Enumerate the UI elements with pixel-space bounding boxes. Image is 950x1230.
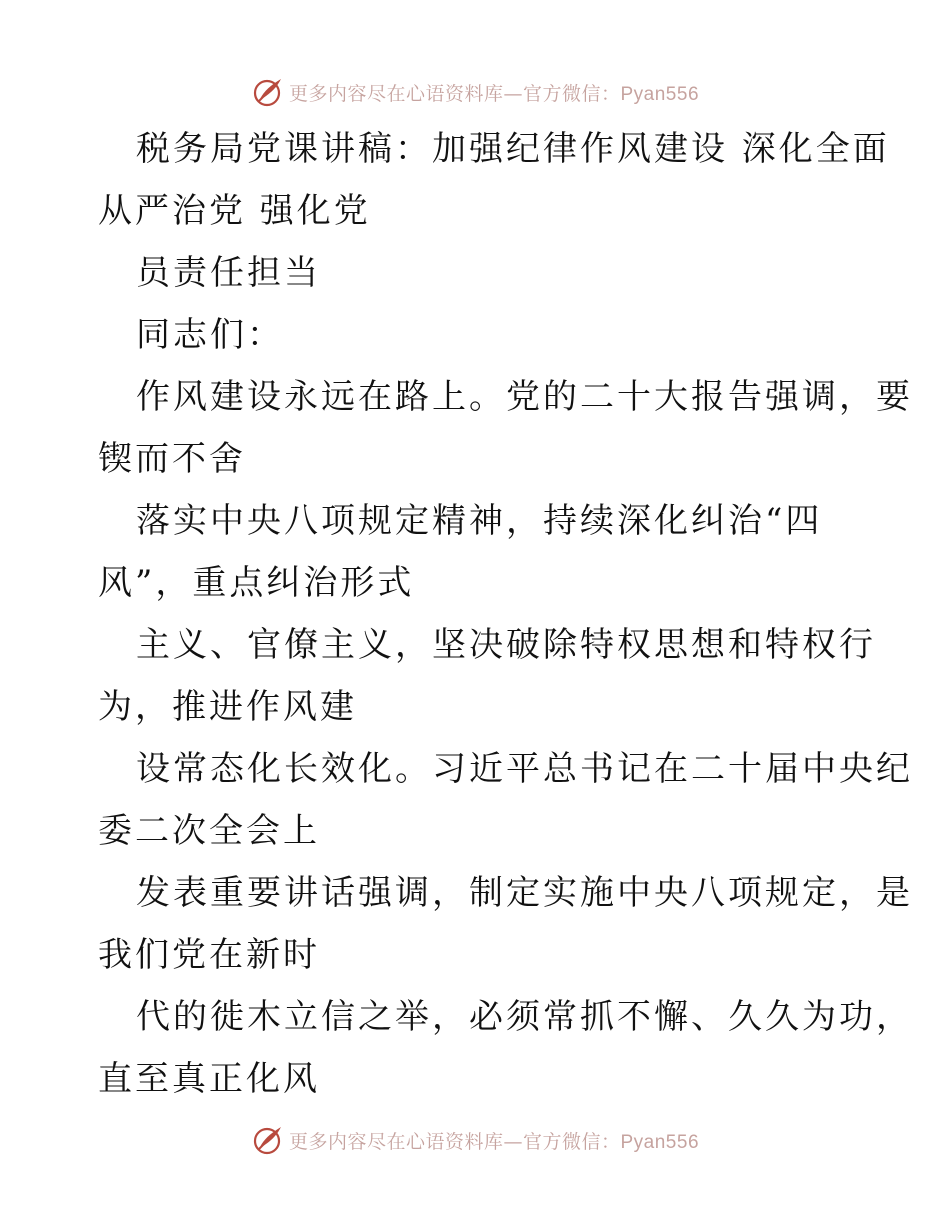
text-line: 员责任担当 <box>136 253 321 293</box>
watermark-wechat-id: Pyan556 <box>620 83 700 105</box>
watermark-header <box>0 72 950 112</box>
text-line: 直至真正化风 <box>98 1059 320 1099</box>
watermark-footer <box>0 1120 950 1160</box>
watermark-text: 更多内容尽在心语资料库—官方微信： <box>288 1130 621 1153</box>
text-line: 税务局党课讲稿：加强纪律作风建设 深化全面 <box>136 129 890 169</box>
text-line: 落实中央八项规定精神，持续深化纠治“四 <box>136 501 823 541</box>
quill-logo-icon <box>251 75 285 109</box>
text-line: 作风建设永远在路上。党的二十大报告强调，要 <box>136 377 913 417</box>
text-line: 我们党在新时 <box>98 935 320 975</box>
text-line: 同志们： <box>136 315 284 355</box>
text-line: 锲而不舍 <box>98 439 246 479</box>
quill-logo-icon <box>251 1123 285 1157</box>
document-body <box>98 118 913 1110</box>
text-line: 风”，重点纠治形式 <box>98 563 415 603</box>
text-line: 为，推进作风建 <box>98 687 357 727</box>
text-line: 从严治党 强化党 <box>98 191 371 231</box>
watermark-wechat-id: Pyan556 <box>620 1131 700 1153</box>
text-line: 委二次全会上 <box>98 811 320 851</box>
text-line: 发表重要讲话强调，制定实施中央八项规定，是 <box>136 873 913 913</box>
text-line: 代的徙木立信之举，必须常抓不懈、久久为功， <box>136 997 913 1037</box>
text-line: 设常态化长效化。习近平总书记在二十届中央纪 <box>136 749 913 789</box>
text-line: 主义、官僚主义，坚决破除特权思想和特权行 <box>136 625 876 665</box>
watermark-text: 更多内容尽在心语资料库—官方微信： <box>288 82 621 105</box>
